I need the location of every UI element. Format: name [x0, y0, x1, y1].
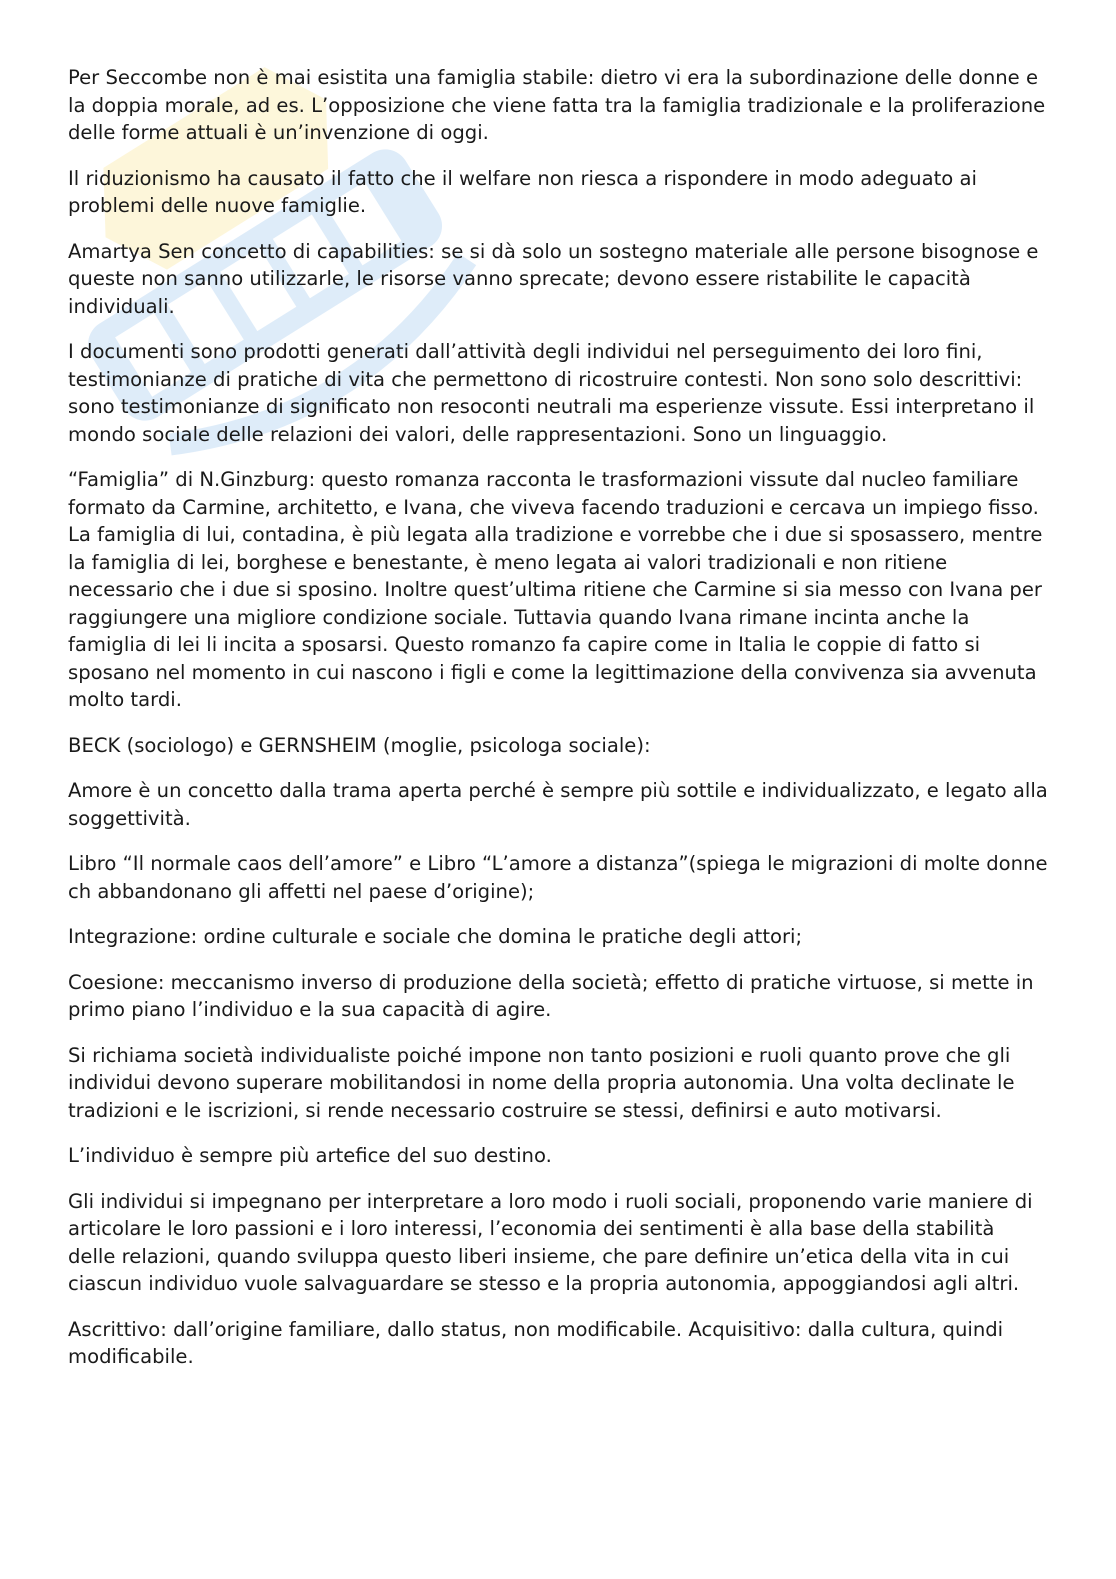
paragraph: Per Seccombe non è mai esistita una famiglia stabile: dietro vi era la subordinazione delle donne e la doppia morale, ad es. L’opposizione che viene fatta tra la famiglia tradizionale e la proliferazione delle forme attuali è un’invenzione di oggi. [68, 66, 1046, 144]
paragraph: L’individuo è sempre più artefice del suo destino. [68, 1144, 552, 1167]
paragraph: Il riduzionismo ha causato il fatto che il welfare non riesca a rispondere in modo adeguato ai problemi delle nuove famiglie. [68, 166, 977, 217]
paragraph: Amore è un concetto dalla trama aperta perché è sempre più sottile e individualizzato, e legato alla soggettività. [68, 779, 1048, 830]
paragraph: Si richiama società individualiste poiché impone non tanto posizioni e ruoli quanto prove che gli individui devono superare mobilitandosi in nome della propria autonomia. Una volta declinate le tradizioni e le iscrizioni, si rende necessario costruire se stessi, definirsi e auto motivarsi. [68, 1043, 1015, 1122]
paragraph: Libro “Il normale caos dell’amore” e Libro “L’amore a distanza”(spiega le migrazioni di molte donne ch abbandonano gli affetti nel paese d’origine); [68, 852, 1048, 903]
paragraph: BECK (sociologo) e GERNSHEIM (moglie, psicologa sociale): [68, 733, 651, 757]
paragraph: “Famiglia” di N.Ginzburg: questo romanza racconta le trasformazioni vissute dal nucleo familiare formato da Carmine, architetto, e Ivana, che viveva facendo traduzioni e cercava un impiego fisso. La famiglia di lui, contadina, è più legata alla tradizione e vorrebbe che i due si sposassero, mentre la famiglia di lei, borghese e benestante, è meno legata ai valori tradizionali e non ritiene necessario che i due si sposino. Inoltre quest’ultima ritiene che Carmine si sia messo con Ivana per raggiungere una migliore condizione sociale. Tuttavia quando Ivana rimane incinta anche la famiglia di lei li incita a sposarsi. Questo romanzo fa capire come in Italia le coppie di fatto si sposano nel momento in cui nascono i figli e come la legittimazione della convivenza sia avvenuta molto tardi. [68, 468, 1043, 711]
document-body [68, 64, 1048, 1389]
paragraph: Integrazione: ordine culturale e sociale che domina le pratiche degli attori; [68, 925, 803, 948]
paragraph: Coesione: meccanismo inverso di produzione della società; effetto di pratiche virtuose, si mette in primo piano l’individuo e la sua capacità di agire. [68, 970, 1034, 1021]
paragraph: I documenti sono prodotti generati dall’attività degli individui nel perseguimento dei loro fini, testimonianze di pratiche di vita che permettono di ricostruire contesti. Non sono solo descrittivi: sono testimonianze di significato non resoconti neutrali ma esperienze vissute. Essi interpretano il mondo sociale delle relazioni dei valori, delle rappresentazioni. Sono un linguaggio. [68, 340, 1035, 446]
paragraph: Gli individui si impegnano per interpretare a loro modo i ruoli sociali, proponendo varie maniere di articolare le loro passioni e i loro interessi, l’economia dei sentimenti è alla base della stabilità delle relazioni, quando sviluppa questo liberi insieme, che pare definire un’etica della vita in cui ciascun individuo vuole salvaguardare se stesso e la propria autonomia, appoggiandosi agli altri. [68, 1189, 1033, 1295]
paragraph: Amartya Sen concetto di capabilities: se si dà solo un sostegno materiale alle persone bisognose e queste non sanno utilizzarle, le risorse vanno sprecate; devono essere ristabilite le capacità individuali. [68, 239, 1039, 318]
paragraph: Ascrittivo: dall’origine familiare, dallo status, non modificabile. Acquisitivo: dalla cultura, quindi modificabile. [68, 1317, 1004, 1368]
